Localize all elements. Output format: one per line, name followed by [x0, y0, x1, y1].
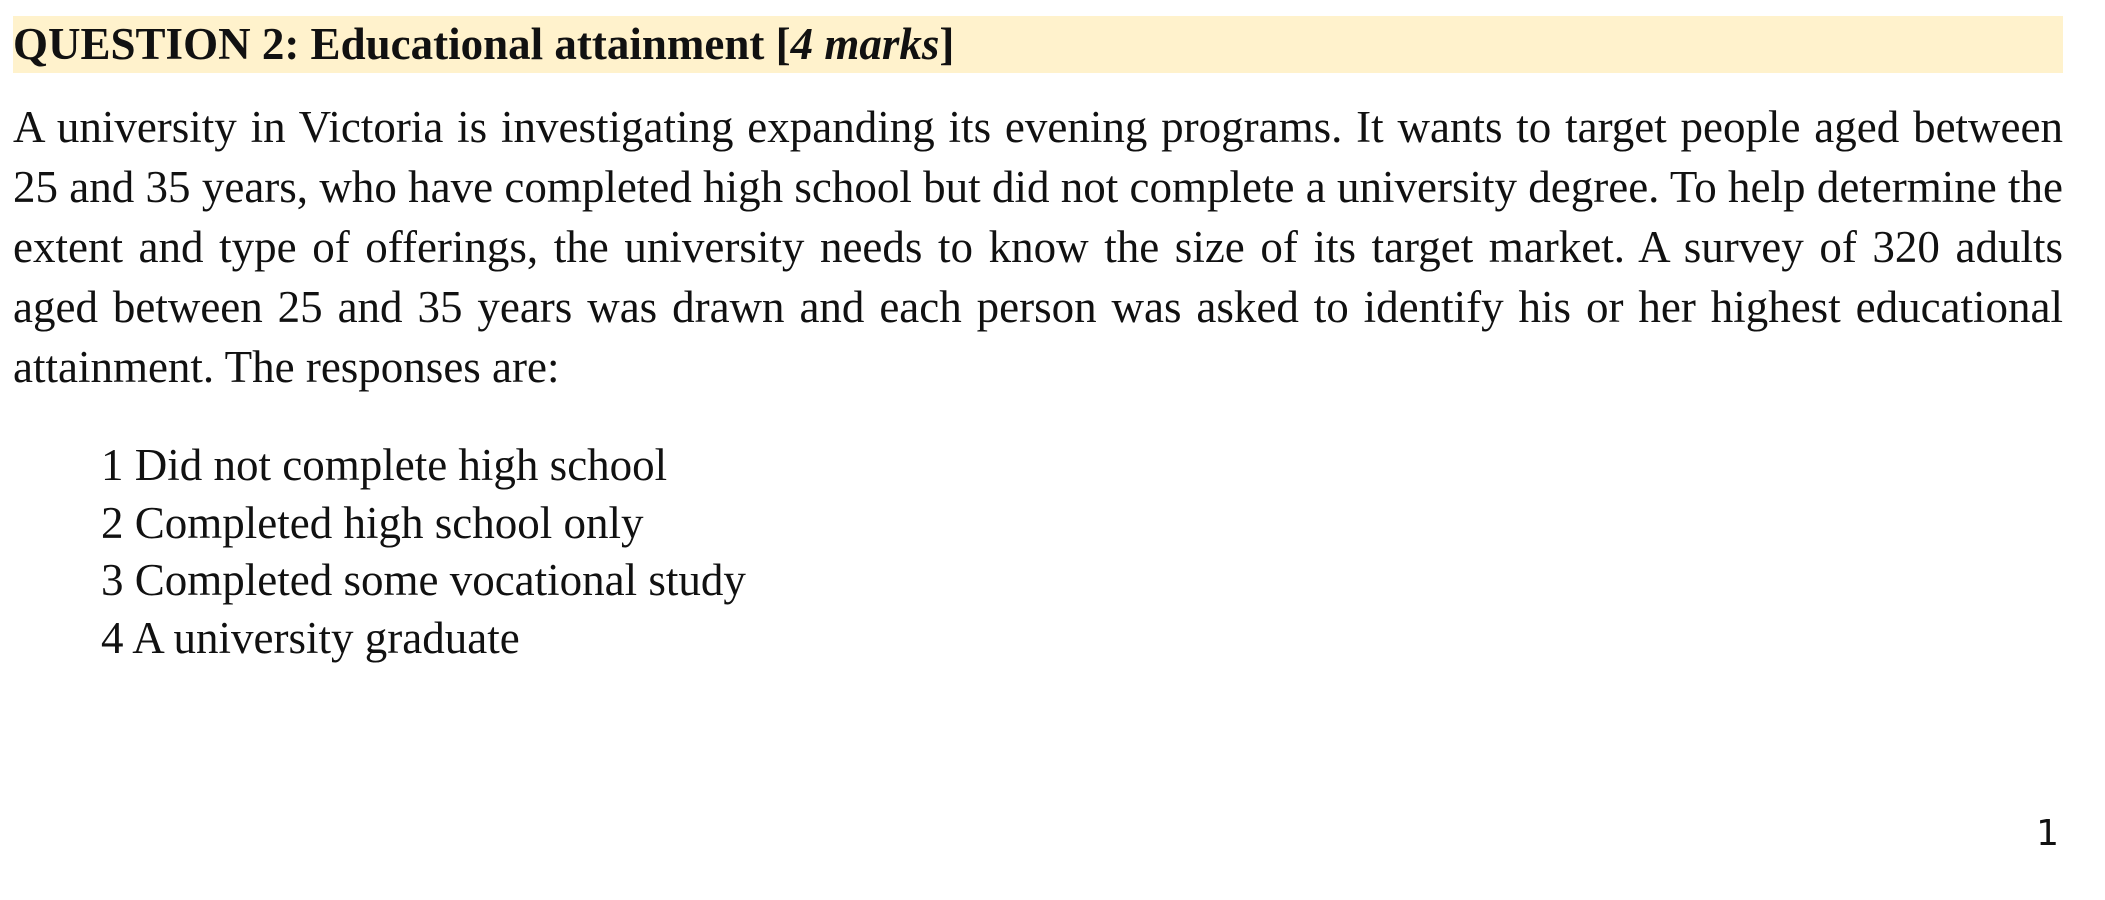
list-item: 4 A university graduate — [101, 612, 520, 663]
list-item: 2 Completed high school only — [101, 497, 644, 548]
list-item: 1 Did not complete high school — [101, 440, 668, 490]
document-page — [13, 16, 2063, 667]
question-marks: 4 marks — [790, 19, 940, 69]
list-item: 3 Completed some vocational study — [101, 555, 746, 605]
question-paragraph: A university in Victoria is investigating expanding its evening programs. It wants to target people aged between 25 and 35 years, who have completed high school but did not complete a university degree. To help determine the extent and type of offerings, the university needs to know the size of its target market. A survey of 320 adults aged between 25 and 35 years was drawn and each person was asked to identify his or her highest educational attainment. The responses are: — [13, 102, 2063, 392]
page-number: 1 — [2036, 813, 2059, 854]
responses-list — [101, 437, 2063, 667]
question-heading-suffix: ] — [939, 19, 955, 69]
question-heading — [13, 16, 2063, 73]
question-heading-prefix: QUESTION 2: Educational attainment [ — [13, 19, 791, 69]
